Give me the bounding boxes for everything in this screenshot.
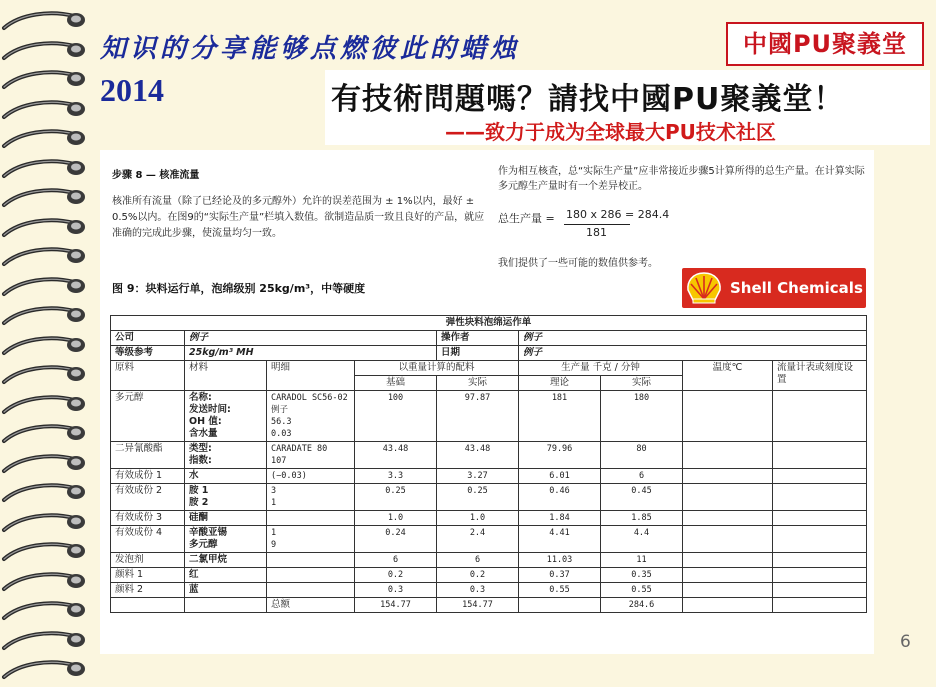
spiral-ring [0, 510, 92, 536]
row-meter [773, 568, 867, 583]
fraction-bar [564, 224, 630, 225]
date-value: 例子 [519, 346, 867, 361]
formula-label: 总生产量 = [498, 212, 555, 225]
table-row [111, 469, 867, 484]
spiral-ring [0, 244, 92, 270]
row-meter [773, 391, 867, 442]
row-meter [773, 511, 867, 526]
row-temp [683, 583, 773, 598]
row-meter [773, 598, 867, 613]
reference-note: 我们提供了一些可能的数值供参考。 [498, 258, 658, 269]
row-detail: 3 1 [267, 484, 355, 511]
row-detail: 1 9 [267, 526, 355, 553]
row-theory: 4.41 [519, 526, 601, 553]
shell-chemicals-logo [682, 268, 866, 308]
table-row [111, 526, 867, 553]
header-material: 原料 [111, 361, 185, 391]
date-label: 日期 [437, 346, 519, 361]
row-detail: CARADOL SC56-02 例子 56.3 0.03 [267, 391, 355, 442]
row-detail [267, 568, 355, 583]
row-actual: 0.2 [437, 568, 519, 583]
spiral-ring [0, 333, 92, 359]
row-ingredient: 蓝 [185, 583, 267, 598]
row-theory: 0.37 [519, 568, 601, 583]
row-meter [773, 442, 867, 469]
cross-check-text: 作为相互核查，总“实际生产量”应非常接近步骤5计算所得的总生产量。在计算实际多元醇生产量时有一个差异校正。 [498, 166, 865, 192]
spiral-ring [0, 156, 92, 182]
row-material: 发泡剂 [111, 553, 185, 568]
row-material: 有效成份 3 [111, 511, 185, 526]
row-meter [773, 469, 867, 484]
table-row [111, 391, 867, 442]
row-base: 100 [355, 391, 437, 442]
spiral-ring [0, 628, 92, 654]
header-meter: 流量计表或刻度设置 [773, 361, 867, 391]
row-material [111, 598, 185, 613]
header-actual: 实际 [437, 376, 519, 391]
row-base: 6 [355, 553, 437, 568]
row-ingredient: 类型: 指数: [185, 442, 267, 469]
spiral-ring [0, 185, 92, 211]
row-detail: 总额 [267, 598, 355, 613]
row-meter [773, 484, 867, 511]
step-body: 核准所有流量（除了已经论及的多元醇外）允许的误差范围为 ± 1%以内，最好 ± 0.5%以内。在图9的“实际生产量”栏填入数值。欲制造品质一致且良好的产品，就应准确的完成此步骤，使流量均匀一致。 [112, 196, 485, 239]
row-actual: 0.25 [437, 484, 519, 511]
row-real-production: 180 [601, 391, 683, 442]
row-detail [267, 511, 355, 526]
row-meter [773, 583, 867, 598]
header-by-weight: 以重量计算的配料 [355, 361, 519, 376]
spiral-ring [0, 97, 92, 123]
spiral-ring [0, 421, 92, 447]
company-value: 例子 [185, 331, 437, 346]
row-base: 1.0 [355, 511, 437, 526]
row-meter [773, 553, 867, 568]
spiral-ring [0, 362, 92, 388]
row-material: 二异氰酸酯 [111, 442, 185, 469]
row-ingredient [185, 598, 267, 613]
row-theory: 79.96 [519, 442, 601, 469]
header-temp: 温度℃ [683, 361, 773, 391]
company-label: 公司 [111, 331, 185, 346]
row-detail: CARADATE 80 107 [267, 442, 355, 469]
row-temp [683, 469, 773, 484]
row-theory: 0.55 [519, 583, 601, 598]
row-material: 颜料 1 [111, 568, 185, 583]
spiral-ring [0, 480, 92, 506]
row-material: 有效成份 1 [111, 469, 185, 484]
spiral-ring [0, 451, 92, 477]
row-material: 多元醇 [111, 391, 185, 442]
spiral-ring [0, 303, 92, 329]
year-label: 2014 [100, 72, 164, 108]
row-real-production: 284.6 [601, 598, 683, 613]
row-actual: 2.4 [437, 526, 519, 553]
row-theory: 1.84 [519, 511, 601, 526]
row-actual: 43.48 [437, 442, 519, 469]
header-production: 生产量 千克 / 分钟 [519, 361, 683, 376]
row-material: 颜料 2 [111, 583, 185, 598]
figure-title: 图 9：块料运行单，泡绵级别 25kg/m³，中等硬度 [112, 282, 366, 295]
header-base: 基础 [355, 376, 437, 391]
row-temp [683, 391, 773, 442]
row-meter [773, 526, 867, 553]
table-row [111, 568, 867, 583]
spiral-ring [0, 67, 92, 93]
operator-value: 例子 [519, 331, 867, 346]
row-real-production: 0.45 [601, 484, 683, 511]
formula-numerator: 180 x 286 = 284.4 [566, 208, 670, 221]
sheet-title: 弹性块料泡绵运作单 [111, 316, 867, 331]
pu-logo: 中國PU聚義堂 [726, 22, 924, 66]
formula-denominator: 181 [586, 226, 607, 239]
row-temp [683, 526, 773, 553]
row-ingredient: 二氯甲烷 [185, 553, 267, 568]
row-temp [683, 442, 773, 469]
grade-value: 25kg/m³ MH [185, 346, 437, 361]
row-temp [683, 553, 773, 568]
banner-headline: 有技術問題嗎？請找中國PU聚義堂！ [331, 82, 845, 117]
row-real-production: 0.35 [601, 568, 683, 583]
row-theory: 0.46 [519, 484, 601, 511]
shell-text: Shell Chemicals [730, 279, 863, 297]
row-theory: 6.01 [519, 469, 601, 484]
table-row [111, 511, 867, 526]
row-real-production: 1.85 [601, 511, 683, 526]
row-ingredient: 名称: 发送时间: OH 值: 含水量 [185, 391, 267, 442]
row-base: 154.77 [355, 598, 437, 613]
row-real-production: 6 [601, 469, 683, 484]
header-detail: 明细 [267, 361, 355, 391]
row-real-production: 11 [601, 553, 683, 568]
row-real-production: 4.4 [601, 526, 683, 553]
row-temp [683, 598, 773, 613]
spiral-ring [0, 274, 92, 300]
row-ingredient: 硅酮 [185, 511, 267, 526]
row-theory: 11.03 [519, 553, 601, 568]
row-actual: 0.3 [437, 583, 519, 598]
run-sheet-table [110, 315, 867, 613]
shell-icon [684, 270, 724, 306]
table-row [111, 583, 867, 598]
row-ingredient: 水 [185, 469, 267, 484]
step-title: 步骤 8 — 核准流量 [112, 170, 200, 181]
table-row [111, 598, 867, 613]
row-temp [683, 511, 773, 526]
page-title: 知识的分享能够点燃彼此的蜡烛 [100, 34, 521, 64]
table-row [111, 484, 867, 511]
row-base: 0.3 [355, 583, 437, 598]
row-material: 有效成份 2 [111, 484, 185, 511]
row-actual: 6 [437, 553, 519, 568]
row-temp [683, 484, 773, 511]
row-detail: (−0.03) [267, 469, 355, 484]
spiral-ring [0, 392, 92, 418]
row-real-production: 80 [601, 442, 683, 469]
spiral-ring [0, 215, 92, 241]
row-actual: 154.77 [437, 598, 519, 613]
row-base: 3.3 [355, 469, 437, 484]
spiral-ring [0, 539, 92, 565]
row-base: 43.48 [355, 442, 437, 469]
spiral-binding [0, 0, 95, 678]
row-base: 0.25 [355, 484, 437, 511]
banner [325, 70, 930, 145]
header-actual-production: 实际 [601, 376, 683, 391]
grade-label: 等级参考 [111, 346, 185, 361]
row-temp [683, 568, 773, 583]
spiral-ring [0, 8, 92, 34]
row-base: 0.2 [355, 568, 437, 583]
row-actual: 1.0 [437, 511, 519, 526]
row-actual: 97.87 [437, 391, 519, 442]
operator-label: 操作者 [437, 331, 519, 346]
spiral-ring [0, 569, 92, 595]
spiral-ring [0, 657, 92, 683]
banner-tagline: ——致力于成为全球最大PU技术社区 [445, 120, 776, 144]
row-detail [267, 583, 355, 598]
row-ingredient: 红 [185, 568, 267, 583]
spiral-ring [0, 38, 92, 64]
spiral-ring [0, 598, 92, 624]
row-theory: 181 [519, 391, 601, 442]
page-number: 6 [900, 632, 911, 652]
row-actual: 3.27 [437, 469, 519, 484]
row-detail [267, 553, 355, 568]
spiral-ring [0, 126, 92, 152]
row-theory [519, 598, 601, 613]
row-ingredient: 胺 1 胺 2 [185, 484, 267, 511]
row-ingredient: 辛酸亚锡 多元醇 [185, 526, 267, 553]
table-row [111, 442, 867, 469]
header-theory: 理论 [519, 376, 601, 391]
row-base: 0.24 [355, 526, 437, 553]
table-row [111, 553, 867, 568]
header-ingredient: 材料 [185, 361, 267, 391]
row-material: 有效成份 4 [111, 526, 185, 553]
row-real-production: 0.55 [601, 583, 683, 598]
document-scan [100, 150, 874, 654]
